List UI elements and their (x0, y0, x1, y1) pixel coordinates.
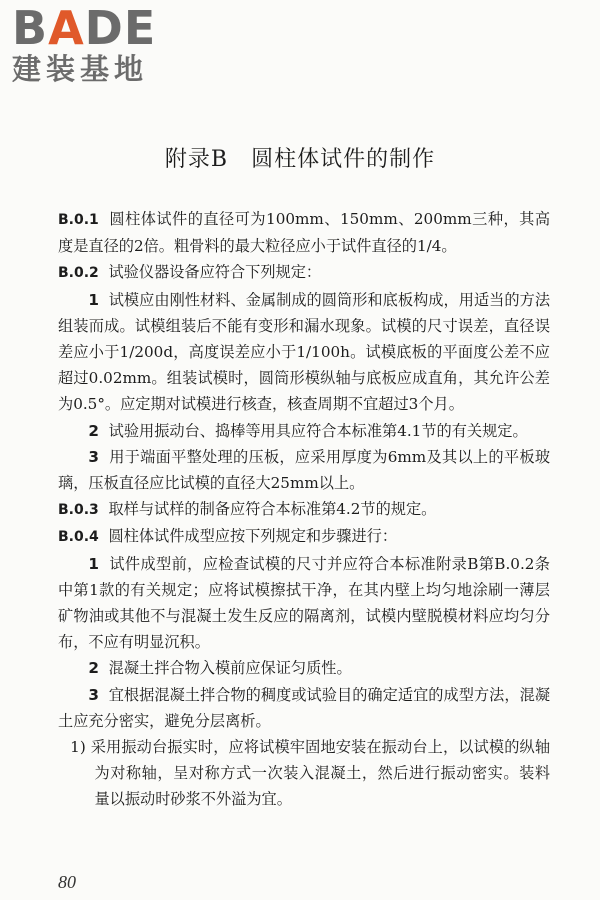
clause-b04 (58, 523, 550, 550)
clause-number: B.0.2 (58, 265, 99, 282)
logo-subtitle: 建装基地 (12, 52, 149, 86)
logo (12, 1, 182, 94)
list-item: 3 用于端面平整处理的压板，应采用厚度为6mm及其以上的平板玻璃，压板直径应比试模的直径大25mm以上。 (58, 447, 551, 493)
clause-text: 试验仪器设备应符合下列规定： (108, 263, 322, 282)
document-body (58, 206, 550, 813)
clause-number: B.0.4 (58, 529, 99, 546)
logo-mark: BADE (12, 1, 157, 55)
list-item: 3 宜根据混凝土拌合物的稠度或试验目的确定适宜的成型方法，混凝土应充分密实，避免分层离析。 (58, 685, 550, 730)
list-item: 1 试件成型前，应检查试模的尺寸并应符合本标准附录B第B.0.2条中第1款的有关规定；应将试模擦拭干净，在其内壁上均匀地涂刷一薄层矿物油或其他不与混凝土发生反应的隔离剂，试模内壁脱模材料应均匀分布，不应有明显沉积。 (58, 554, 550, 652)
list-item: 2 混凝土拌合物入模前应保证匀质性。 (88, 659, 352, 678)
clause-b01 (58, 206, 550, 259)
clause-b02 (58, 259, 550, 286)
clause-number: B.0.3 (58, 502, 99, 519)
list-item: 2 试验用振动台、捣棒等用具应符合本标准第4.1节的有关规定。 (88, 421, 528, 440)
clause-text: 取样与试样的制备应符合本标准第4.2节的规定。 (108, 500, 437, 519)
sub-list-item: 1) 采用振动台振实时，应将试模牢固地安装在振动台上，以试模的纵轴为对称轴，呈对称方式一次装入混凝土，然后进行振动密实。装料量以振动时砂浆不外溢为宜。 (70, 738, 551, 809)
page-title: 附录B 圆柱体试件的制作 (164, 147, 436, 172)
clause-text: 圆柱体试件成型应按下列规定和步骤进行： (108, 527, 398, 546)
clause-text: 圆柱体试件的直径可为100mm、150mm、200mm三种，其高度是直径的2倍。粗骨料的最大粒径应小于试件直径的1/4。 (58, 210, 551, 256)
clause-b03 (58, 496, 550, 523)
clause-number: B.0.1 (58, 212, 99, 228)
page-number: 80 (58, 872, 76, 892)
list-item: 1 试模应由刚性材料、金属制成的圆筒形和底板构成，用适当的方法组装而成。试模组装后不能有变形和漏水现象。试模的尺寸误差，直径误差应小于1/200d，高度误差应小于1/100h。试模底板的平面度公差不应超过0.02mm。组装试模时，圆筒形模纵轴与底板应成直角，其允许公差为0.5°。应定期对试模进行核查，核查周期不宜超过3个月。 (58, 290, 550, 414)
